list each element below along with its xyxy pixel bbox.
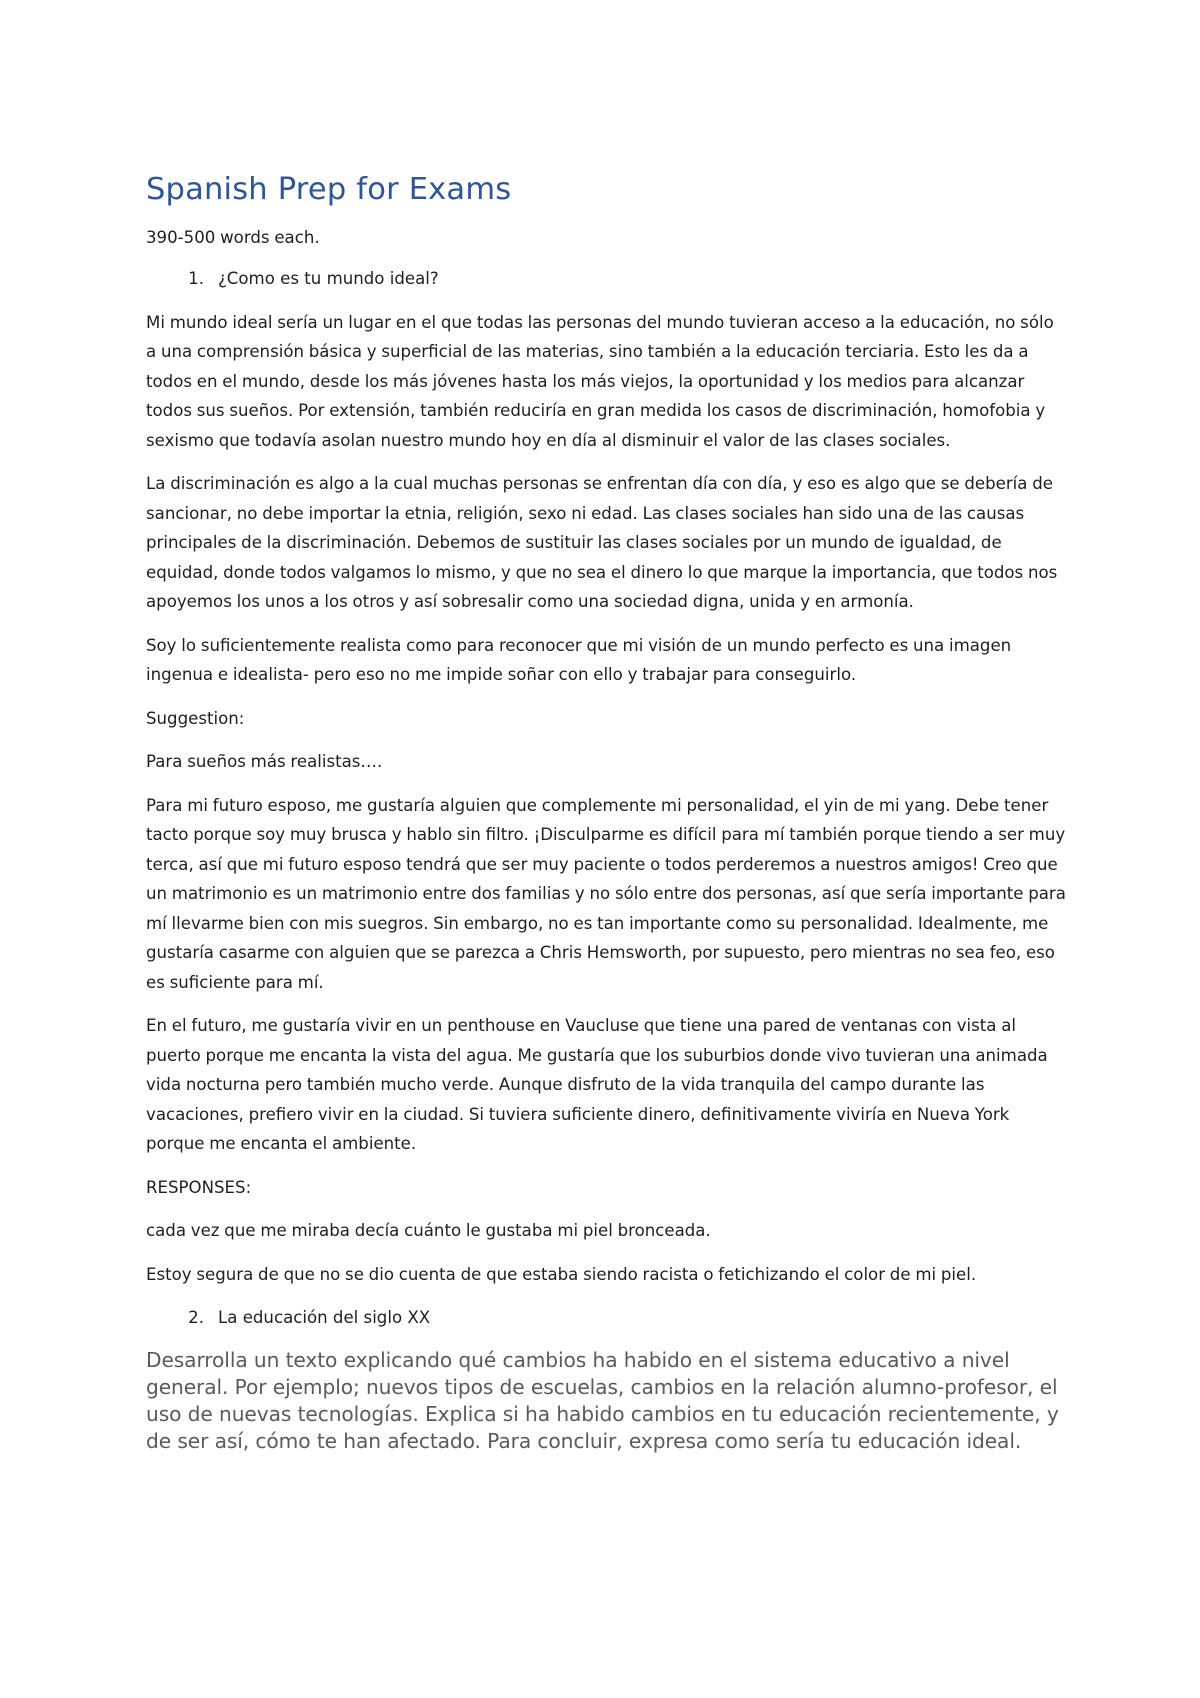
suggestion-label: Suggestion: xyxy=(146,708,245,728)
answer-paragraph: Mi mundo ideal sería un lugar en el que todas las personas del mundo tuvieran acceso a la educación, no sólo a una comprensión básica y superficial de las materias, sino también a la educación terciaria. Esto les da a todos en el mundo, desde los más jóvenes hasta los más viejos, la oportunidad y los medios para alcanzar todos sus sueños. Por extensión, también reduciría en gran medida los casos de discriminación, homofobia y sexismo que todavía asolan nuestro mundo hoy en día al disminuir el valor de las clases sociales. xyxy=(146,312,1054,450)
answer-paragraph: Soy lo suficientemente realista como para reconocer que mi visión de un mundo perfecto es una imagen ingenua e idealista- pero eso no me impide soñar con ello y trabajar para conseguirlo. xyxy=(146,635,1012,685)
suggestion-paragraph: Para mi futuro esposo, me gustaría alguien que complemente mi personalidad, el yin de mi yang. Debe tener tacto porque soy muy brusca y hablo sin filtro. ¡Disculparme es difícil para mí también porque tiendo a ser muy terca, así que mi futuro esposo tendrá que ser muy paciente o todos perderemos a nuestros amigos! Creo que un matrimonio es un matrimonio entre dos familias y no sólo entre dos personas, así que sería importante para mí llevarme bien con mis suegros. Sin embargo, no es tan importante como su personalidad. Idealmente, me gustaría casarme con alguien que se parezca a Chris Hemsworth, por supuesto, pero mientras no sea feo, eso es suficiente para mí. xyxy=(146,795,1066,992)
responses-label: RESPONSES: xyxy=(146,1177,252,1197)
question-2-number: 2. xyxy=(188,1308,204,1328)
response-item: Estoy segura de que no se dio cuenta de que estaba siendo racista o fetichizando el color de mi piel. xyxy=(146,1264,977,1284)
suggestion-intro: Para sueños más realistas…. xyxy=(146,752,383,772)
question-2-prompt: Desarrolla un texto explicando qué cambios ha habido en el sistema educativo a nivel general. Por ejemplo; nuevos tipos de escuelas, cambios en la relación alumno-profesor, el uso de nuevas tecnologías. Explica si ha habido cambios en tu educación recientemente, y de ser así, cómo te han afectado. Para concluir, expresa como sería tu educación ideal. xyxy=(146,1347,1059,1453)
question-1-text: ¿Como es tu mundo ideal? xyxy=(218,269,439,289)
answer-paragraph: La discriminación es algo a la cual muchas personas se enfrentan día con día, y eso es algo que se debería de sancionar, no debe importar la etnia, religión, sexo ni edad. Las clases sociales han sido una de las causas principales de la discriminación. Debemos de sustituir las clases sociales por un mundo de igualdad, de equidad, donde todos valgamos lo mismo, y que no sea el dinero lo que marque la importancia, que todos nos apoyemos los unos a los otros y así sobresalir como una sociedad digna, unida y en armonía. xyxy=(146,474,1058,612)
response-item: cada vez que me miraba decía cuánto le gustaba mi piel bronceada. xyxy=(146,1221,711,1241)
question-1 xyxy=(146,264,1066,294)
word-count-note: 390-500 words each. xyxy=(146,227,320,247)
question-1-number: 1. xyxy=(188,269,204,289)
document-content xyxy=(146,172,1066,1455)
question-2-text: La educación del siglo XX xyxy=(218,1308,431,1328)
question-2 xyxy=(146,1303,1066,1333)
document-title: Spanish Prep for Exams xyxy=(146,172,512,207)
suggestion-paragraph: En el futuro, me gustaría vivir en un penthouse en Vaucluse que tiene una pared de ventanas con vista al puerto porque me encanta la vista del agua. Me gustaría que los suburbios donde vivo tuvieran una animada vida nocturna pero también mucho verde. Aunque disfruto de la vida tranquila del campo durante las vacaciones, prefiero vivir en la ciudad. Si tuviera suficiente dinero, definitivamente viviría en Nueva York porque me encanta el ambiente. xyxy=(146,1016,1048,1154)
